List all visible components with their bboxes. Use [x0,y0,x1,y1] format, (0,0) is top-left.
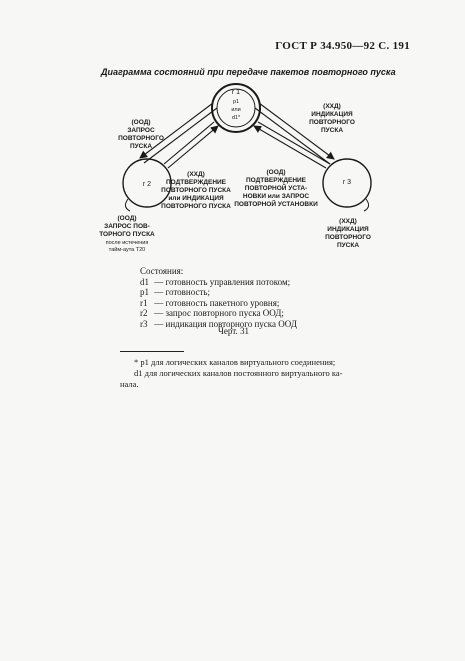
svg-text:(ХХД): (ХХД) [323,103,341,110]
legend-item [140,298,297,309]
svg-text:ПУСКА: ПУСКА [129,143,153,150]
svg-text:(ООД): (ООД) [131,119,151,126]
svg-text:после истечения: после истечения [105,240,149,246]
legend-text: — индикация повторного пуска ООД [154,318,297,329]
states-legend [140,266,297,329]
legend-key: r1 [140,297,148,308]
legend-text: — готовность пакетного уровня; [154,297,280,308]
footnote-line-2: d1 для логических каналов постоянного виртуального ка- [134,368,343,378]
svg-text:ИНДИКАЦИЯ: ИНДИКАЦИЯ [311,111,353,118]
legend-key: p1 [140,287,149,297]
node-r1-inner1: p1 [232,99,240,105]
label-middle-left [161,171,231,210]
svg-text:ПОВТОРНОГО ПУСКА: ПОВТОРНОГО ПУСКА [161,187,231,194]
footnote [120,357,370,390]
svg-text:ЗАПРОС ПОВ-: ЗАПРОС ПОВ- [104,223,150,230]
label-middle-right [234,169,318,208]
legend-item [140,277,297,288]
svg-text:или ИНДИКАЦИЯ: или ИНДИКАЦИЯ [168,195,224,202]
node-r1-inner2: или [231,107,241,113]
svg-text:ПУСКА: ПУСКА [320,127,344,134]
node-r3-label: r 3 [342,179,352,186]
svg-text:тайм-аута Т20: тайм-аута Т20 [108,247,146,253]
svg-text:(ХХД): (ХХД) [339,218,357,225]
footnote-line-1: * p1 для логических каналов виртуального соединения; [134,357,336,367]
svg-text:ПОДТВЕРЖДЕНИЕ: ПОДТВЕРЖДЕНИЕ [245,177,307,184]
state-node-r3 [323,159,371,207]
svg-text:(ХХД): (ХХД) [187,171,205,178]
svg-text:ТОРНОГО ПУСКА: ТОРНОГО ПУСКА [99,231,155,238]
legend-item [140,287,297,298]
svg-text:(ООД): (ООД) [266,169,286,176]
svg-text:ПОВТОРНОЙ УСТА-: ПОВТОРНОЙ УСТА- [244,185,308,192]
svg-text:ПОВТОРНОГО: ПОВТОРНОГО [325,234,371,241]
figure-caption: Черт. 31 [218,326,249,336]
legend-text: — запрос повторного пуска ООД; [154,308,284,318]
transition-r3-to-r1 [254,122,330,168]
diagram-title: Диаграмма состояний при передаче пакетов повторного пуска [101,67,396,77]
transition-r2-to-r1 [164,122,218,168]
svg-text:ПОВТОРНОГО: ПОВТОРНОГО [118,135,164,142]
svg-text:НОВКИ или ЗАПРОС: НОВКИ или ЗАПРОС [242,193,310,200]
legend-key: r3 [140,318,148,329]
self-loop-r3 [364,199,369,211]
svg-text:ПУСКА: ПУСКА [336,242,360,249]
label-bottom-left [99,215,155,253]
svg-text:ПОВТОРНОГО: ПОВТОРНОГО [309,119,355,126]
page-header: ГОСТ Р 34.950—92 С. 191 [275,40,410,52]
state-node-r2 [123,159,171,207]
svg-text:ЗАПРОС: ЗАПРОС [127,127,155,134]
svg-text:ПОДТВЕРЖДЕНИЕ: ПОДТВЕРЖДЕНИЕ [165,179,227,186]
node-r2-label: r 2 [142,181,152,188]
footnote-divider [120,351,184,352]
legend-key: d1 [140,276,149,287]
svg-text:ПОВТОРНОГО ПУСКА: ПОВТОРНОГО ПУСКА [161,203,231,210]
node-r1-label: r 1 [231,89,241,96]
node-r1-inner3: d1* [231,115,241,121]
label-right-top [309,103,355,134]
state-node-r1 [212,84,260,132]
legend-text: — готовность управления потоком; [154,276,291,287]
label-bottom-right [325,218,371,249]
svg-text:(ООД): (ООД) [117,215,137,222]
legend-text: — готовность; [154,287,210,297]
self-loop-r2 [125,199,130,211]
svg-text:ИНДИКАЦИЯ: ИНДИКАЦИЯ [327,226,369,233]
legend-title: Состояния: [140,266,184,276]
legend-key: r2 [140,308,148,318]
svg-text:ПОВТОРНОЙ УСТАНОВКИ: ПОВТОРНОЙ УСТАНОВКИ [234,201,318,208]
legend-item [140,308,297,319]
footnote-line-3: нала. [120,379,139,389]
